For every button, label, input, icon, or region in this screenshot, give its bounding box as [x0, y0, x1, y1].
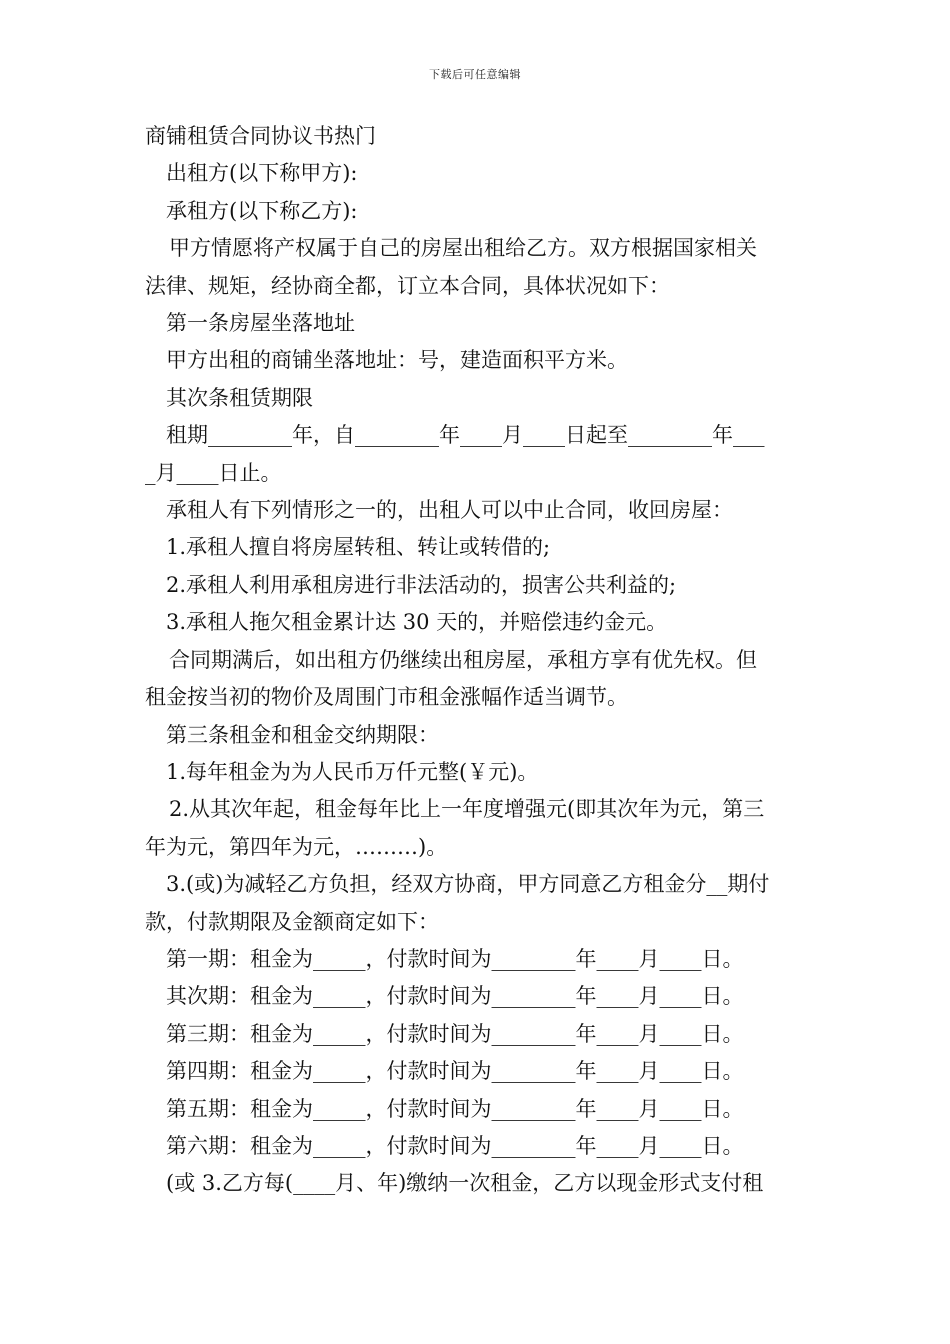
text-line: 第三条租金和租金交纳期限：	[166, 722, 439, 747]
text-line: 第三期：租金为_____，付款时间为________年____月____日。	[166, 1021, 744, 1046]
text-line: 3.(或)为减轻乙方负担，经双方协商，甲方同意乙方租金分__期付	[166, 872, 770, 897]
text-line: 商铺租赁合同协议书热门	[145, 124, 376, 148]
text-line: 年为元，第四年为元，………)。	[145, 834, 448, 859]
text-line: 租期________年，自________年____月____日起至________年___	[166, 423, 765, 448]
text-line: 承租人有下列情形之一的，出租人可以中止合同，收回房屋：	[166, 498, 733, 523]
text-line: 3.承租人拖欠租金累计达 30 天的，并赔偿违约金元。	[166, 610, 668, 635]
text-line: 租金按当初的物价及周围门市租金涨幅作适当调节。	[145, 685, 628, 710]
text-line: 其次条租赁期限	[166, 385, 313, 410]
text-line: 款，付款期限及金额商定如下：	[145, 909, 439, 934]
text-line: 1.每年租金为为人民币万仟元整(￥元)。	[166, 759, 539, 784]
text-line: 2.承租人利用承租房进行非法活动的，损害公共利益的;	[166, 572, 677, 597]
text-line: 合同期满后，如出租方仍继续出租房屋，承租方享有优先权。但	[169, 647, 757, 672]
text-line: (或 3.乙方每(____月、年)缴纳一次租金，乙方以现金形式支付租	[166, 1171, 764, 1196]
text-line: 第六期：租金为_____，付款时间为________年____月____日。	[166, 1133, 744, 1158]
text-line: 承租方(以下称乙方):	[166, 198, 358, 223]
text-line: 第一条房屋坐落地址	[166, 311, 355, 336]
text-line: 第四期：租金为_____，付款时间为________年____月____日。	[166, 1059, 744, 1084]
text-line: 甲方出租的商铺坐落地址：号，建造面积平方米。	[166, 348, 628, 373]
text-line: 第五期：租金为_____，付款时间为________年____月____日。	[166, 1096, 744, 1121]
text-line: 其次期：租金为_____，付款时间为________年____月____日。	[166, 984, 744, 1009]
text-line: 出租方(以下称甲方):	[166, 161, 358, 186]
document-body	[145, 118, 815, 1203]
text-line: 2.从其次年起，租金每年比上一年度增强元(即其次年为元，第三	[169, 797, 765, 822]
text-line: 第一期：租金为_____，付款时间为________年____月____日。	[166, 946, 744, 971]
text-line: 甲方情愿将产权属于自己的房屋出租给乙方。双方根据国家相关	[169, 236, 757, 261]
page-header-note: 下载后可任意编辑	[429, 68, 521, 81]
text-line: 法律、规矩，经协商全都，订立本合同，具体状况如下：	[145, 273, 670, 298]
paragraph-lines	[145, 118, 815, 1203]
text-line: 1.承租人擅自将房屋转租、转让或转借的;	[166, 535, 551, 560]
text-line: _月____日止。	[145, 460, 282, 485]
